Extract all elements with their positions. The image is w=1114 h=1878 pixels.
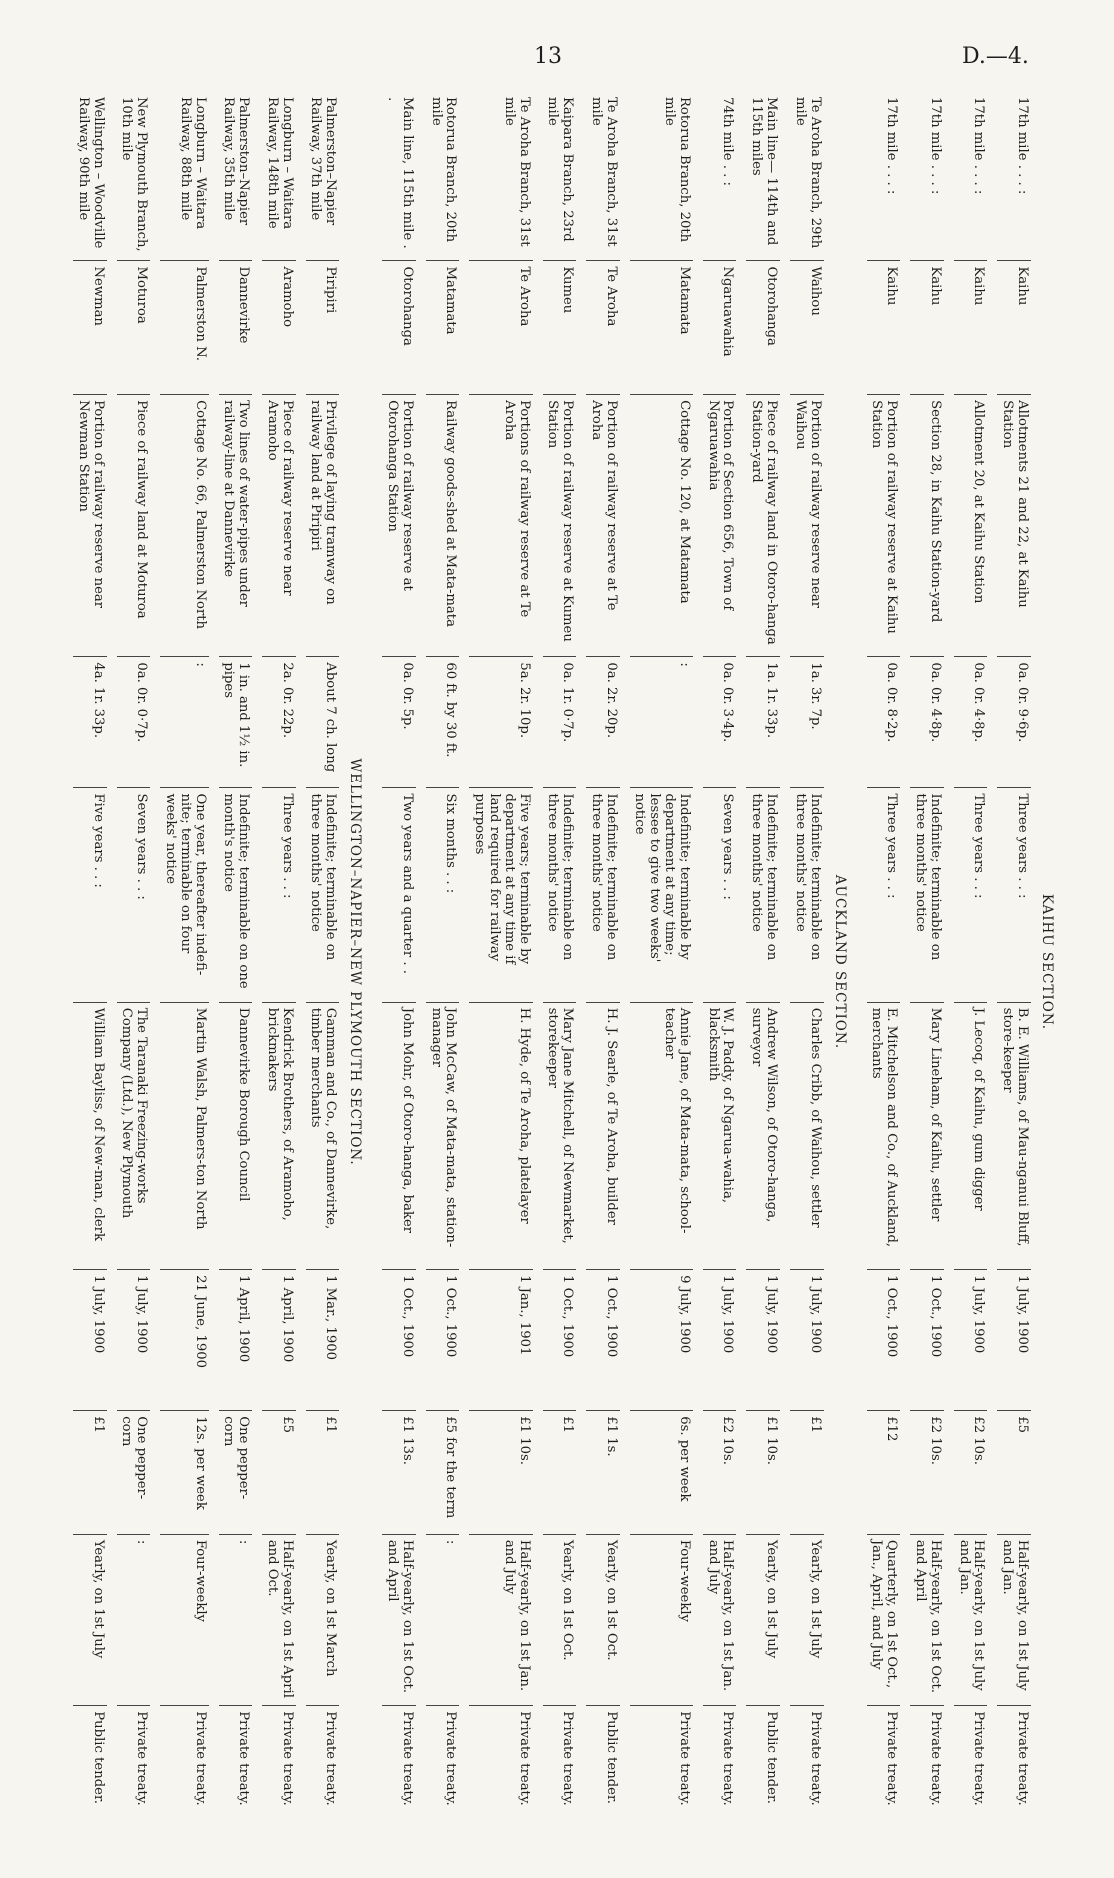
station-cell: Kaihu [997, 261, 1031, 395]
table-row [586, 92, 620, 1832]
commencement-cell: 1 July, 1900 [790, 1270, 824, 1411]
payment-cell: : [117, 1534, 151, 1705]
station-cell: Ngaruawahia [703, 261, 737, 395]
rent-cell: £1 [73, 1411, 107, 1535]
lessee-cell: W. J. Paddy, of Ngarua-wahia, blacksmith [703, 1002, 737, 1269]
description-cell: Portion of railway reserve at Kumeu Station [543, 395, 577, 657]
description-cell: Cottage No. 66, Palmerston North [160, 395, 208, 657]
commencement-cell: 1 Oct., 1900 [543, 1270, 577, 1411]
row-spacer [533, 92, 543, 1832]
payment-cell: Half-yearly, on 1st Oct. and April [382, 1534, 416, 1705]
payment-cell: : [219, 1534, 253, 1705]
payment-cell: : [426, 1534, 460, 1705]
commencement-cell: 1 July, 1900 [997, 1270, 1031, 1411]
method-cell: Private treaty. [910, 1706, 944, 1832]
commencement-cell: 1 Jan., 1901 [469, 1270, 532, 1411]
section-heading-row [339, 92, 372, 1832]
payment-cell: Half-yearly, on 1st Jan. and July [469, 1534, 532, 1705]
table-row [426, 92, 460, 1832]
station-cell: Aramoho [262, 261, 296, 395]
area-cell: : [160, 657, 208, 788]
payment-cell: Yearly, on 1st March [306, 1534, 340, 1705]
area-cell: : [630, 657, 693, 788]
commencement-cell: 1 Oct., 1900 [382, 1270, 416, 1411]
area-cell: 2a. 0r. 22p. [262, 657, 296, 788]
term-cell: One year, thereafter indefi-nite; terminable on four weeks' notice [160, 788, 208, 1002]
area-cell: 4a. 1r. 33p. [73, 657, 107, 788]
table-row [997, 92, 1031, 1832]
table-row [306, 92, 340, 1832]
description-cell: Portion of railway reserve near Waihou [790, 395, 824, 657]
description-cell: Piece of railway land in Otoro-hanga Station-yard [746, 395, 780, 657]
lessee-cell: William Bayliss, of New-man, clerk [73, 1002, 107, 1269]
lessee-cell: Mary Jane Mitchell, of Newmarket, storekeeper [543, 1002, 577, 1269]
station-cell: Piripiri [306, 261, 340, 395]
rent-cell: One pepper-corn [219, 1411, 253, 1535]
method-cell: Private treaty. [790, 1706, 824, 1832]
term-cell: Indefinite; terminable on three months' notice [543, 788, 577, 1002]
area-cell: 0a. 0r. 9·6p. [997, 657, 1031, 788]
description-cell: Allotments 21 and 22, at Kaihu Station [997, 395, 1031, 657]
rent-cell: £2 10s. [954, 1411, 988, 1535]
term-cell: Indefinite; terminable on three months' notice [746, 788, 780, 1002]
row-spacer [987, 92, 997, 1832]
term-cell: Three years . . : [867, 788, 901, 1002]
station-cell: Kaihu [867, 261, 901, 395]
rent-cell: £1 10s. [746, 1411, 780, 1535]
rent-cell: £5 [262, 1411, 296, 1535]
rent-cell: £2 10s. [703, 1411, 737, 1535]
row-spacer [107, 92, 117, 1832]
rent-cell: £5 for the term [426, 1411, 460, 1535]
term-cell: Indefinite; terminable by department at any time; lessee to give two weeks' notice [630, 788, 693, 1002]
mileage-cell: Kaipara Branch, 23rd mile [545, 97, 576, 242]
rent-cell: One pepper-corn [117, 1411, 151, 1535]
lessee-cell: B. E. Williams, of Mau-nganui Bluff, store-keeper [997, 1002, 1031, 1269]
description-cell: Portion of railway reserve at Kaihu Station [867, 395, 901, 657]
rent-cell: £1 [543, 1411, 577, 1535]
payment-cell: Half-yearly, on 1st July and Jan. [997, 1534, 1031, 1705]
table-row [746, 92, 780, 1832]
method-cell: Private treaty. [219, 1706, 253, 1832]
description-cell: Piece of railway land at Moturoa [117, 395, 151, 657]
description-cell: Portion of Section 656, Town of Ngaruawahia [703, 395, 737, 657]
commencement-cell: 1 April, 1900 [262, 1270, 296, 1411]
method-cell: Private treaty. [382, 1706, 416, 1832]
mileage-cell: Te Aroha Branch, 29th mile [792, 97, 823, 249]
section-title: KAIHU SECTION. [1039, 893, 1055, 1031]
payment-cell: Yearly, on 1st July [73, 1534, 107, 1705]
method-cell: Private treaty. [160, 1706, 208, 1832]
term-cell: Indefinite; terminable on three months' notice [586, 788, 620, 1002]
station-cell: Te Aroha [586, 261, 620, 395]
payment-cell: Yearly, on 1st Oct. [543, 1534, 577, 1705]
table-row [703, 92, 737, 1832]
area-cell: 0a. 0r. 8·2p. [867, 657, 901, 788]
station-cell: Palmerston N. [160, 261, 208, 395]
rent-cell: £12 [867, 1411, 901, 1535]
term-cell: Three years . . : [997, 788, 1031, 1002]
commencement-cell: 1 Oct., 1900 [910, 1270, 944, 1411]
method-cell: Private treaty. [469, 1706, 532, 1832]
row-spacer [209, 92, 219, 1832]
station-cell: Otorohanga [746, 261, 780, 395]
row-spacer [296, 92, 306, 1832]
term-cell: Three years . . : [954, 788, 988, 1002]
table-row [160, 92, 208, 1832]
table-row [219, 92, 253, 1832]
lessee-cell: Charles Cribb, of Waihou, settler [790, 1002, 824, 1269]
payment-cell: Half-yearly, on 1st Oct. and April [910, 1534, 944, 1705]
description-cell: Portion of railway reserve near Newman Station [73, 395, 107, 657]
description-cell: Piece of railway reserve near Aramoho [262, 395, 296, 657]
area-cell: 0a. 0r. 4·8p. [910, 657, 944, 788]
area-cell: 0a. 0r. 4·8p. [954, 657, 988, 788]
description-cell: Railway goods-shed at Mata-mata [426, 395, 460, 657]
station-cell: Matamata [426, 261, 460, 395]
area-cell: 0a. 1r. 0·7p. [543, 657, 577, 788]
rent-cell: £1 [306, 1411, 340, 1535]
area-cell: 1 in. and 1½ in. pipes [219, 657, 253, 788]
table-row [543, 92, 577, 1832]
commencement-cell: 1 Oct., 1900 [426, 1270, 460, 1411]
row-spacer [900, 92, 910, 1832]
mileage-cell: Main line— 114th and 115th miles [749, 97, 779, 246]
lessee-cell: E. Mitchelson and Co., of Auckland, merchants [867, 1002, 901, 1269]
mileage-cell: Palmerston–Napier Railway, 35th mile [221, 97, 252, 226]
table-row [73, 92, 107, 1832]
table-row [954, 92, 988, 1832]
area-cell: 0a. 0r. 5p. [382, 657, 416, 788]
lessee-cell: Gamman and Co., of Dannevirke, timber merchants [306, 1002, 340, 1269]
area-cell: 1a. 3r. 7p. [790, 657, 824, 788]
term-cell: Indefinite; terminable on one month's notice [219, 788, 253, 1002]
term-cell: Indefinite; terminable on three months' notice [910, 788, 944, 1002]
method-cell: Private treaty. [997, 1706, 1031, 1832]
method-cell: Private treaty. [543, 1706, 577, 1832]
term-cell: Six months . . : [426, 788, 460, 1002]
table-row [790, 92, 824, 1832]
lessee-cell: Annie Jane, of Mata-mata, school-teacher [630, 1002, 693, 1269]
mileage-cell: Te Aroha Branch, 31st mile [501, 97, 532, 247]
station-cell: Kaihu [910, 261, 944, 395]
method-cell: Private treaty. [954, 1706, 988, 1832]
lessee-cell: H. Hyde, of Te Aroha, platelayer [469, 1002, 532, 1269]
mileage-cell: New Plymouth Branch, 10th mile [119, 97, 150, 252]
lessee-cell: John McCaw, of Mata-mata, station-manager [426, 1002, 460, 1269]
payment-cell: Four-weekly [160, 1534, 208, 1705]
commencement-cell: 1 July, 1900 [703, 1270, 737, 1411]
row-spacer [944, 92, 954, 1832]
rent-cell: £1 10s. [469, 1411, 532, 1535]
method-cell: Private treaty. [117, 1706, 151, 1832]
station-cell: Newman [73, 261, 107, 395]
commencement-cell: 1 April, 1900 [219, 1270, 253, 1411]
station-cell: Te Aroha [469, 261, 532, 395]
payment-cell: Half-yearly, on 1st Jan. and July [703, 1534, 737, 1705]
table-row [382, 92, 416, 1832]
section-heading-row [1031, 92, 1064, 1832]
mileage-cell: Rotorua Branch, 20th mile [662, 97, 692, 243]
term-cell: Seven years . . : [703, 788, 737, 1002]
mileage-cell: Te Aroha Branch, 31st mile [588, 97, 619, 247]
area-cell: 1a. 1r. 33p. [746, 657, 780, 788]
row-spacer [416, 92, 426, 1832]
method-cell: Private treaty. [867, 1706, 901, 1832]
rent-cell: £1 13s. [382, 1411, 416, 1535]
method-cell: Public tender. [746, 1706, 780, 1832]
commencement-cell: 1 July, 1900 [746, 1270, 780, 1411]
section-title: WELLINGTON–NAPIER–NEW PLYMOUTH SECTION. [347, 758, 364, 1166]
mileage-cell: Longburn – Waitara Railway, 88th mile [177, 97, 208, 230]
commencement-cell: 1 July, 1900 [117, 1270, 151, 1411]
commencement-cell: 1 July, 1900 [954, 1270, 988, 1411]
lessee-cell: John Mohr, of Otoro-hanga, baker [382, 1002, 416, 1269]
mileage-cell: 17th mile . . . : [927, 97, 943, 195]
area-cell: 0a. 0r. 3·4p. [703, 657, 737, 788]
table-row [910, 92, 944, 1832]
mileage-cell: Main line, 115th mile . . [385, 97, 415, 249]
rent-cell: £1 [790, 1411, 824, 1535]
page-number: 13 [534, 44, 562, 69]
description-cell: Portions of railway reserve at Te Aroha [469, 395, 532, 657]
description-cell: Section 28, in Kaihu Station-yard [910, 395, 944, 657]
row-spacer [252, 92, 262, 1832]
area-cell: About 7 ch. long [306, 657, 340, 788]
lessee-cell: J. Lecoq, of Kaihu, gum digger [954, 1002, 988, 1269]
mileage-cell: Wellington – Woodville Railway, 90th mile [75, 97, 106, 249]
method-cell: Private treaty. [262, 1706, 296, 1832]
row-spacer [857, 92, 867, 1832]
table-row [867, 92, 901, 1832]
station-cell: Waihou [790, 261, 824, 395]
mileage-cell: Rotorua Branch, 20th mile [428, 97, 459, 243]
leases-table [63, 92, 1064, 1832]
lessee-cell: Andrew Wilson, of Otoro-hanga, surveyor [746, 1002, 780, 1269]
method-cell: Private treaty. [703, 1706, 737, 1832]
station-cell: Matamata [630, 261, 693, 395]
lessee-cell: Kendrick Brothers, of Aramoho, brickmakers [262, 1002, 296, 1269]
description-cell: Two lines of water-pipes under railway-line at Dannevirke [219, 395, 253, 657]
mileage-cell: 17th mile . . . : [884, 97, 900, 195]
row-spacer [620, 92, 630, 1832]
lessee-cell: Dannevirke Borough Council [219, 1002, 253, 1269]
leases-table-rotated [74, 92, 1064, 1832]
section-heading-row [824, 92, 857, 1832]
description-cell: Allotment 20, at Kaihu Station [954, 395, 988, 657]
station-cell: Otorohanga [382, 261, 416, 395]
station-cell: Moturoa [117, 261, 151, 395]
method-cell: Private treaty. [630, 1706, 693, 1832]
lessee-cell: The Taranaki Freezing-works Company (Ltd.), New Plymouth [117, 1002, 151, 1269]
rent-cell: £1 1s. [586, 1411, 620, 1535]
row-spacer [150, 92, 160, 1832]
commencement-cell: 21 June, 1900 [160, 1270, 208, 1411]
method-cell: Private treaty. [426, 1706, 460, 1832]
mileage-cell: 17th mile . . . : [971, 97, 987, 195]
term-cell: Indefinite; terminable on three months' notice [306, 788, 340, 1002]
payment-cell: Yearly, on 1st Oct. [586, 1534, 620, 1705]
payment-cell: Four-weekly [630, 1534, 693, 1705]
lessee-cell: Mary Lineham, of Kaihu, settler [910, 1002, 944, 1269]
table-row [117, 92, 151, 1832]
description-cell: Portion of railway reserve at Otorohanga Station [382, 395, 416, 657]
mileage-cell: 17th mile . . . : [1014, 97, 1030, 195]
area-cell: 5a. 2r. 10p. [469, 657, 532, 788]
description-cell: Portion of railway reserve at Te Aroha [586, 395, 620, 657]
commencement-cell: 1 Oct., 1900 [867, 1270, 901, 1411]
row-spacer [736, 92, 746, 1832]
section-title: AUCKLAND SECTION. [831, 874, 848, 1050]
area-cell: 0a. 2r. 20p. [586, 657, 620, 788]
area-cell: 60 ft. by 30 ft. [426, 657, 460, 788]
mileage-cell: Palmerston–Napier Railway, 37th mile [308, 97, 339, 226]
row-spacer [459, 92, 469, 1832]
commencement-cell: 1 July, 1900 [73, 1270, 107, 1411]
description-cell: Cottage No. 120, at Matamata [630, 395, 693, 657]
method-cell: Public tender. [73, 1706, 107, 1832]
table-row [469, 92, 532, 1832]
station-cell: Dannevirke [219, 261, 253, 395]
rent-cell: 12s. per week [160, 1411, 208, 1535]
document-reference: D.—4. [962, 44, 1029, 69]
term-cell: Indefinite; terminable on three months' notice [790, 788, 824, 1002]
term-cell: Two years and a quarter . . [382, 788, 416, 1002]
rent-cell: £2 10s. [910, 1411, 944, 1535]
rent-cell: £5 [997, 1411, 1031, 1535]
term-cell: Seven years . . : [117, 788, 151, 1002]
payment-cell: Half-yearly, on 1st July and Jan. [954, 1534, 988, 1705]
row-spacer [372, 92, 382, 1832]
station-cell: Kaihu [954, 261, 988, 395]
rent-cell: 6s. per week [630, 1411, 693, 1535]
mileage-cell: Longburn – Waitara Railway, 148th mile [264, 97, 295, 230]
table-row [262, 92, 296, 1832]
row-spacer [63, 92, 73, 1832]
commencement-cell: 9 July, 1900 [630, 1270, 693, 1411]
term-cell: Five years . . : [73, 788, 107, 1002]
station-cell: Kumeu [543, 261, 577, 395]
table-row [630, 92, 693, 1832]
row-spacer [780, 92, 790, 1832]
term-cell: Five years; terminable by department at any time if land required for railway purposes [469, 788, 532, 1002]
payment-cell: Yearly, on 1st July [746, 1534, 780, 1705]
method-cell: Public tender. [586, 1706, 620, 1832]
commencement-cell: 1 Oct., 1900 [586, 1270, 620, 1411]
mileage-cell: 74th mile . . : [720, 97, 736, 186]
row-spacer [693, 92, 703, 1832]
lessee-cell: Martin Walsh, Palmers-ton North [160, 1002, 208, 1269]
payment-cell: Yearly, on 1st July [790, 1534, 824, 1705]
lessee-cell: H. J. Searle, of Te Aroha, builder [586, 1002, 620, 1269]
description-cell: Privilege of laying tramway on railway land at Piripiri [306, 395, 340, 657]
term-cell: Three years . . : [262, 788, 296, 1002]
commencement-cell: 1 Mar., 1900 [306, 1270, 340, 1411]
payment-cell: Half-yearly, on 1st April and Oct. [262, 1534, 296, 1705]
payment-cell: Quarterly, on 1st Oct., Jan., April, and July [867, 1534, 901, 1705]
row-spacer [576, 92, 586, 1832]
area-cell: 0a. 0r. 0·7p. [117, 657, 151, 788]
method-cell: Private treaty. [306, 1706, 340, 1832]
